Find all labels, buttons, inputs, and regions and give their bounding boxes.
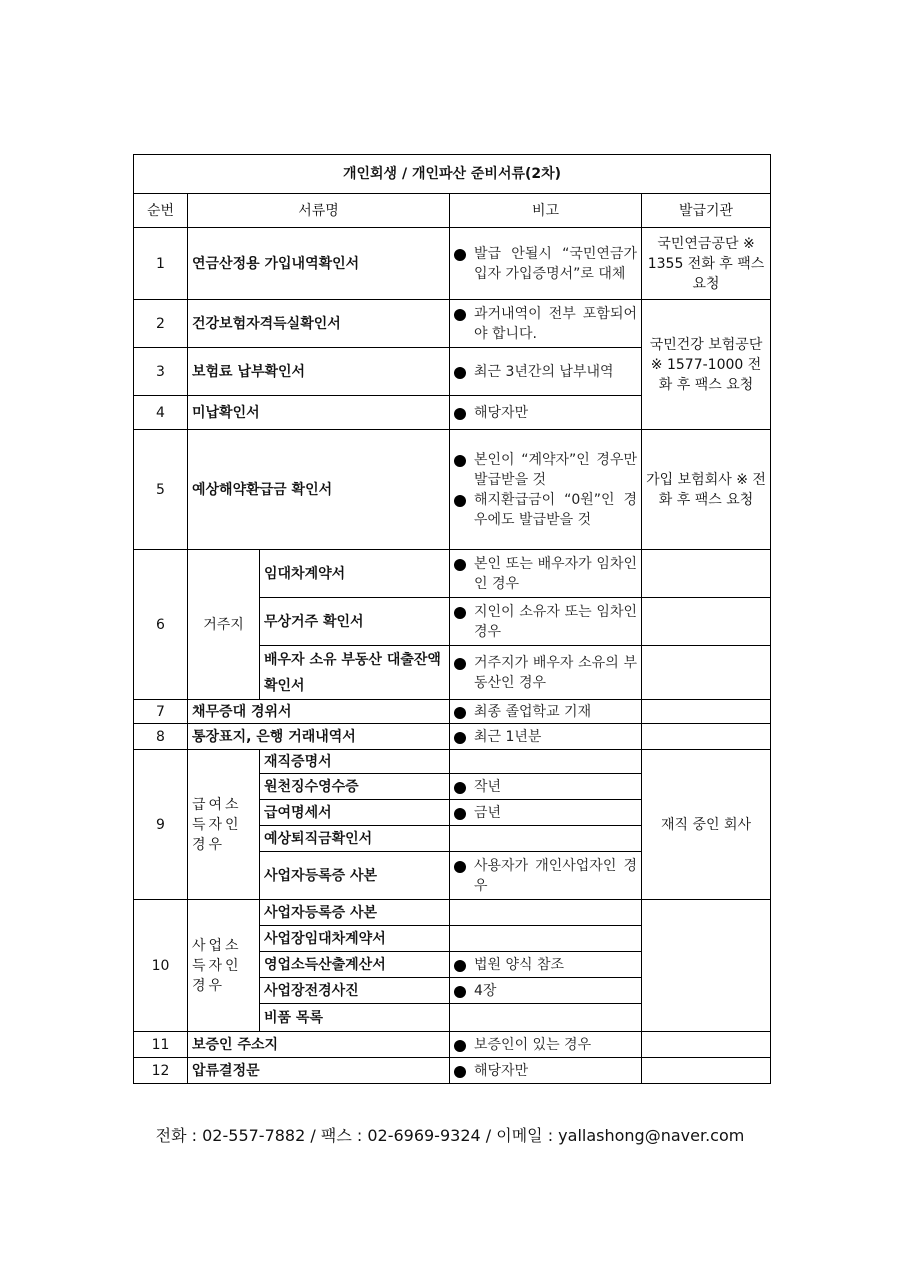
note-cell xyxy=(450,952,642,978)
bullet-icon xyxy=(454,658,466,670)
note-text: 최종 졸업학교 기재 xyxy=(474,703,592,720)
header-note: 비고 xyxy=(450,194,642,228)
row-number: 3 xyxy=(134,348,188,396)
note-text: 과거내역이 전부 포함되어야 합니다. xyxy=(474,305,637,342)
table-row xyxy=(134,724,771,750)
bullet-icon xyxy=(454,455,466,467)
document-name: 연금산정용 가입내역확인서 xyxy=(188,228,450,300)
document-name: 채무증대 경위서 xyxy=(188,700,450,724)
contact-footer: 전화 : 02-557-7882 / 팩스 : 02-6969-9324 / 이메일 : yallashong@naver.com xyxy=(155,1126,745,1145)
document-name: 임대차계약서 xyxy=(260,550,450,598)
bullet-icon xyxy=(454,559,466,571)
bullet-icon xyxy=(454,367,466,379)
document-name: 통장표지, 은행 거래내역서 xyxy=(188,724,450,750)
note-text: 법원 양식 참조 xyxy=(474,956,565,973)
document-name: 원천징수영수증 xyxy=(260,774,450,800)
bullet-icon xyxy=(454,732,466,744)
issuer-cell xyxy=(642,724,771,750)
group-label-text: 급여소득자인 경우 xyxy=(192,796,242,853)
document-name: 예상퇴직금확인서 xyxy=(260,826,450,852)
group-label: 거주지 xyxy=(188,550,260,700)
note-text: 발급 안될시 “국민연금가입자 가입증명서”로 대체 xyxy=(474,245,637,282)
note-text: 해지환급금이 “0원”인 경우에도 발급받을 것 xyxy=(474,491,637,528)
bullet-icon xyxy=(454,607,466,619)
header-issuer: 발급기관 xyxy=(642,194,771,228)
note-cell xyxy=(450,852,642,900)
note-text: 본인 또는 배우자가 임차인인 경우 xyxy=(474,555,637,592)
note-text: 지인이 소유자 또는 임차인 경우 xyxy=(474,603,637,640)
note-text: 최근 1년분 xyxy=(474,728,542,745)
note-text: 해당자만 xyxy=(474,404,529,421)
document-name: 재직증명서 xyxy=(260,750,450,774)
document-name: 미납확인서 xyxy=(188,396,450,430)
note-cell xyxy=(450,598,642,646)
note-text: 4장 xyxy=(474,982,497,999)
note-text: 사용자가 개인사업자인 경우 xyxy=(474,857,637,894)
note-cell xyxy=(450,430,642,550)
document-name: 사업장전경사진 xyxy=(260,978,450,1004)
document-name: 비품 목록 xyxy=(260,1004,450,1032)
row-number: 7 xyxy=(134,700,188,724)
issuer-cell xyxy=(642,1058,771,1084)
note-text: 해당자만 xyxy=(474,1062,529,1079)
note-cell xyxy=(450,228,642,300)
note-text: 본인이 “계약자”인 경우만 발급받을 것 xyxy=(474,451,637,488)
issuer-cell xyxy=(642,646,771,700)
table-row xyxy=(134,300,771,348)
note-text: 최근 3년간의 납부내역 xyxy=(474,363,614,380)
note-text: 금년 xyxy=(474,804,502,821)
document-name: 예상해약환급금 확인서 xyxy=(188,430,450,550)
note-cell xyxy=(450,396,642,430)
row-number: 9 xyxy=(134,750,188,900)
row-number: 1 xyxy=(134,228,188,300)
note-cell xyxy=(450,826,642,852)
note-cell xyxy=(450,646,642,700)
bullet-icon xyxy=(454,249,466,261)
bullet-icon xyxy=(454,495,466,507)
note-cell xyxy=(450,700,642,724)
issuer-cell: 국민건강 보험공단 ※ 1577-1000 전화 후 팩스 요청 xyxy=(642,300,771,430)
note-cell xyxy=(450,800,642,826)
header-row xyxy=(134,194,771,228)
bullet-icon xyxy=(454,782,466,794)
issuer-cell xyxy=(642,598,771,646)
bullet-icon xyxy=(454,408,466,420)
note-cell xyxy=(450,300,642,348)
issuer-cell xyxy=(642,900,771,1032)
note-cell xyxy=(450,724,642,750)
header-name: 서류명 xyxy=(188,194,450,228)
document-name: 건강보험자격득실확인서 xyxy=(188,300,450,348)
bullet-icon xyxy=(454,861,466,873)
table-row xyxy=(134,900,771,926)
document-name: 급여명세서 xyxy=(260,800,450,826)
table-row xyxy=(134,1032,771,1058)
note-cell xyxy=(450,978,642,1004)
row-number: 8 xyxy=(134,724,188,750)
note-cell xyxy=(450,1004,642,1032)
bullet-icon xyxy=(454,707,466,719)
row-number: 10 xyxy=(134,900,188,1032)
row-number: 4 xyxy=(134,396,188,430)
document-name: 보증인 주소지 xyxy=(188,1032,450,1058)
row-number: 12 xyxy=(134,1058,188,1084)
row-number: 11 xyxy=(134,1032,188,1058)
bullet-icon xyxy=(454,309,466,321)
issuer-cell xyxy=(642,1032,771,1058)
bullet-icon xyxy=(454,986,466,998)
note-text: 거주지가 배우자 소유의 부동산인 경우 xyxy=(474,654,637,691)
table-row xyxy=(134,550,771,598)
note-cell xyxy=(450,926,642,952)
group-label xyxy=(188,900,260,1032)
note-cell xyxy=(450,550,642,598)
document-name: 사업장임대차계약서 xyxy=(260,926,450,952)
note-cell xyxy=(450,1058,642,1084)
bullet-icon xyxy=(454,1066,466,1078)
document-name: 배우자 소유 부동산 대출잔액확인서 xyxy=(260,646,450,700)
row-number: 6 xyxy=(134,550,188,700)
documents-table xyxy=(133,154,771,1084)
table-row xyxy=(134,1058,771,1084)
bullet-icon xyxy=(454,808,466,820)
document-name: 보험료 납부확인서 xyxy=(188,348,450,396)
note-text: 보증인이 있는 경우 xyxy=(474,1036,592,1053)
issuer-cell: 가입 보험회사 ※ 전화 후 팩스 요청 xyxy=(642,430,771,550)
note-cell xyxy=(450,750,642,774)
document-name: 사업자등록증 사본 xyxy=(260,900,450,926)
table-row xyxy=(134,228,771,300)
document-name: 압류결정문 xyxy=(188,1058,450,1084)
issuer-cell xyxy=(642,550,771,598)
document-name: 사업자등록증 사본 xyxy=(260,852,450,900)
header-no: 순번 xyxy=(134,194,188,228)
note-cell xyxy=(450,1032,642,1058)
note-cell xyxy=(450,900,642,926)
bullet-icon xyxy=(454,1040,466,1052)
document-name: 무상거주 확인서 xyxy=(260,598,450,646)
bullet-icon xyxy=(454,960,466,972)
table-row xyxy=(134,700,771,724)
issuer-cell: 국민연금공단 ※ 1355 전화 후 팩스 요청 xyxy=(642,228,771,300)
row-number: 5 xyxy=(134,430,188,550)
note-cell xyxy=(450,774,642,800)
document-title: 개인회생 / 개인파산 준비서류(2차) xyxy=(134,155,771,194)
note-text: 작년 xyxy=(474,778,502,795)
table-row xyxy=(134,750,771,774)
issuer-cell: 재직 중인 회사 xyxy=(642,750,771,900)
group-label xyxy=(188,750,260,900)
note-cell xyxy=(450,348,642,396)
group-label-text: 사업소득자인 경우 xyxy=(192,937,242,994)
row-number: 2 xyxy=(134,300,188,348)
issuer-cell xyxy=(642,700,771,724)
table-row xyxy=(134,430,771,550)
document-name: 영업소득산출계산서 xyxy=(260,952,450,978)
